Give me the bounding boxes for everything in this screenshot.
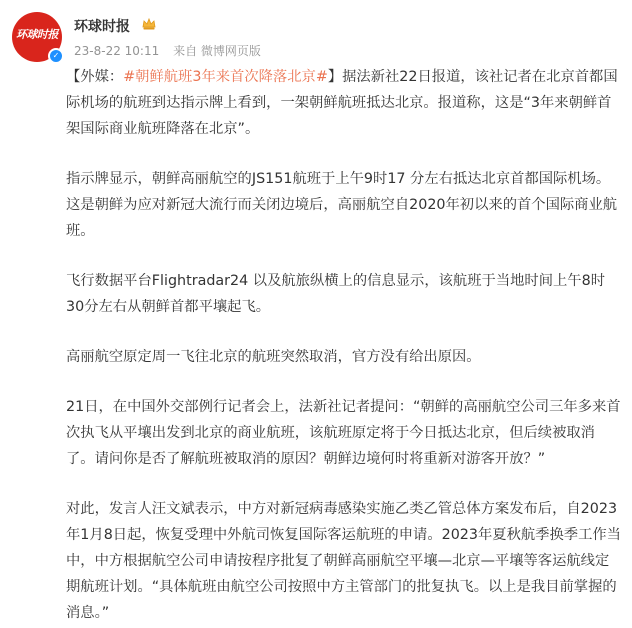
topic-hashtag-link[interactable]: #朝鲜航班3年来首次降落北京# <box>123 69 328 85</box>
verified-icon: ✓ <box>48 48 64 64</box>
post-meta <box>74 42 271 59</box>
user-name[interactable]: 环球时报 <box>74 19 130 35</box>
paragraph-5: 21日，在中国外交部例行记者会上，法新社记者提问：“朝鲜的高丽航空公司三年多来首次执飞从平壤出发到北京的商业航班，该航班原定将于今日抵达北京，但后续被取消了。请问你是否了解航班被取消的原因？朝鲜边境何时将重新对游客开放？” <box>66 399 621 467</box>
post-header <box>12 8 612 64</box>
paragraph-3: 飞行数据平台Flightradar24 以及航旅纵横上的信息显示，该航班于当地时间上午8时30分左右从朝鲜首都平壤起飞。 <box>66 273 605 315</box>
avatar-logo-text: 环球时报 <box>16 28 58 41</box>
post-timestamp[interactable]: 23-8-22 10:11 <box>74 44 160 58</box>
post-source: 来自 微博网页版 <box>173 44 261 58</box>
headline-prefix: 【外媒： <box>66 69 124 85</box>
paragraph-4: 高丽航空原定周一飞往北京的航班突然取消，官方没有给出原因。 <box>66 349 481 365</box>
paragraph-1 <box>66 64 622 142</box>
crown-icon[interactable] <box>141 16 157 32</box>
paragraph-6: 对此，发言人汪文斌表示，中方对新冠病毒感染实施乙类乙管总体方案发布后，自2023年1月8日起，恢复受理中外航司恢复国际客运航班的申请。2023年夏秋航季换季工作当中，中方根据航空公司申请按程序批复了朝鲜高丽航空平壤—北京—平壤等客运航线定期航班计划。“具体航班由航空公司按照中方主管部门的批复执飞。以上是我目前掌握的消息。” <box>66 501 621 621</box>
headline-rest: 】据法新社22日报道，该社记者在北京首都国际机场的航班到达指示牌上看到，一架朝鲜航班抵达北京。报道称，这是“3年来朝鲜首架国际商业航班降落在北京”。 <box>66 69 618 137</box>
paragraph-2: 指示牌显示，朝鲜高丽航空的JS151航班于上午9时17 分左右抵达北京首都国际机场。这是朝鲜为应对新冠大流行而关闭边境后，高丽航空自2020年初以来的首个国际商业航班。 <box>66 171 618 239</box>
post-content <box>66 64 622 628</box>
